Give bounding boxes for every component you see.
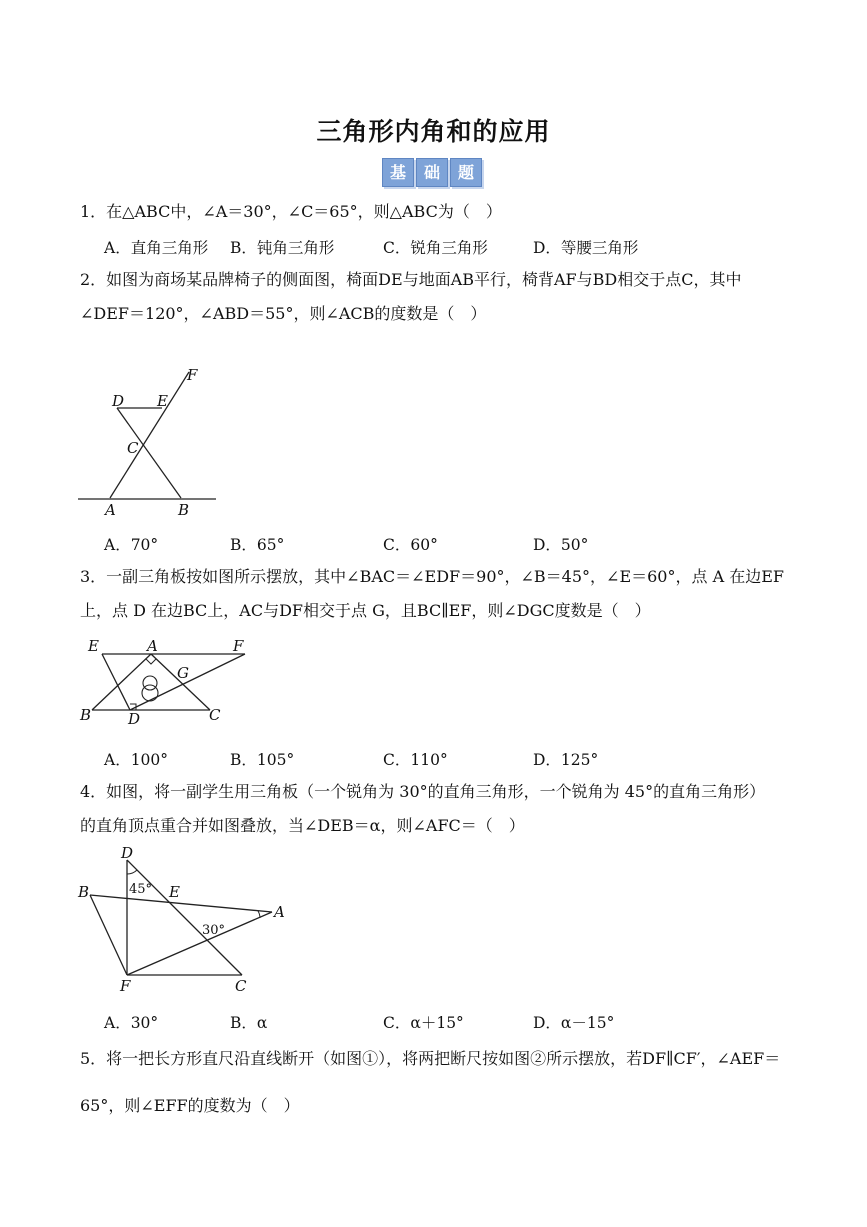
point-label-d: D: [128, 710, 141, 728]
point-label-f: F: [120, 977, 131, 995]
question-4-figure: [72, 840, 292, 1000]
question-2-option-a: A．70°: [104, 536, 159, 554]
point-label-f: F: [233, 637, 244, 655]
point-label-a: A: [147, 637, 158, 655]
question-2-figure: [70, 360, 230, 520]
question-4-option-c: C．α＋15°: [383, 1014, 464, 1032]
question-2-option-b: B．65°: [230, 536, 285, 554]
question-3-stem-line1: 3．一副三角板按如图所示摆放，其中∠BAC＝∠EDF＝90°，∠B＝45°，∠E＝60°，点 A 在边EF: [80, 567, 784, 586]
point-label-d: D: [112, 392, 125, 410]
page-title: 三角形内角和的应用: [316, 117, 551, 146]
point-label-c: C: [209, 706, 221, 724]
question-3-option-b: B．105°: [230, 751, 295, 769]
question-4-option-b: B．α: [230, 1014, 268, 1032]
question-5-stem-line1: 5．将一把长方形直尺沿直线断开（如图①），将两把断尺按如图②所示摆放，若DF∥CF′，∠AEF＝: [80, 1049, 781, 1068]
point-label-a: A: [274, 903, 285, 921]
section-badge-char: 础: [416, 158, 448, 187]
point-label-e: E: [169, 883, 180, 901]
question-2-stem-line1: 2．如图为商场某品牌椅子的侧面图，椅面DE与地面AB平行，椅背AF与BD相交于点C，其中: [80, 270, 742, 289]
question-4-option-d: D．α－15°: [533, 1014, 615, 1032]
question-2-option-c: C．60°: [383, 536, 438, 554]
question-2-stem-line2: ∠DEF＝120°，∠ABD＝55°，则∠ACB的度数是（ ）: [80, 304, 487, 323]
section-badge-char: 基: [382, 158, 414, 187]
point-label-a: A: [105, 501, 116, 519]
question-5-stem-line2: 65°，则∠EFF的度数为（ ）: [80, 1096, 300, 1115]
point-label-e: E: [157, 392, 168, 410]
section-badge: [382, 158, 482, 185]
question-1-option-d: D．等腰三角形: [533, 239, 639, 257]
question-1-stem: 1．在△ABC中，∠A＝30°，∠C＝65°，则△ABC为（ ）: [80, 202, 502, 221]
angle-label-30: 30°: [202, 923, 226, 938]
angle-label-45: 45°: [129, 882, 153, 897]
point-label-b: B: [178, 501, 190, 519]
point-label-e: E: [88, 637, 99, 655]
point-label-b: B: [78, 883, 90, 901]
question-3-option-a: A．100°: [104, 751, 169, 769]
point-label-g: G: [177, 664, 189, 682]
question-1-option-c: C．锐角三角形: [383, 239, 488, 257]
question-4-stem-line1: 4．如图，将一副学生用三角板（一个锐角为 30°的直角三角形，一个锐角为 45°的直角三角形）: [80, 782, 766, 801]
question-3-stem-line2: 上，点 D 在边BC上，AC与DF相交于点 G，且BC∥EF，则∠DGC度数是（ ）: [80, 601, 651, 620]
question-1-option-b: B．钝角三角形: [230, 239, 335, 257]
point-label-c: C: [235, 977, 247, 995]
question-3-option-d: D．125°: [533, 751, 599, 769]
point-label-c: C: [127, 439, 139, 457]
question-1-option-a: A．直角三角形: [104, 239, 209, 257]
question-3-figure: [70, 632, 260, 732]
question-4-option-a: A．30°: [104, 1014, 159, 1032]
point-label-f: F: [187, 366, 198, 384]
point-label-b: B: [80, 706, 92, 724]
point-label-d: D: [121, 844, 134, 862]
section-badge-char: 题: [450, 158, 482, 187]
question-2-option-d: D．50°: [533, 536, 589, 554]
question-3-option-c: C．110°: [383, 751, 448, 769]
question-4-stem-line2: 的直角顶点重合并如图叠放，当∠DEB＝α，则∠AFC＝（ ）: [80, 816, 525, 835]
